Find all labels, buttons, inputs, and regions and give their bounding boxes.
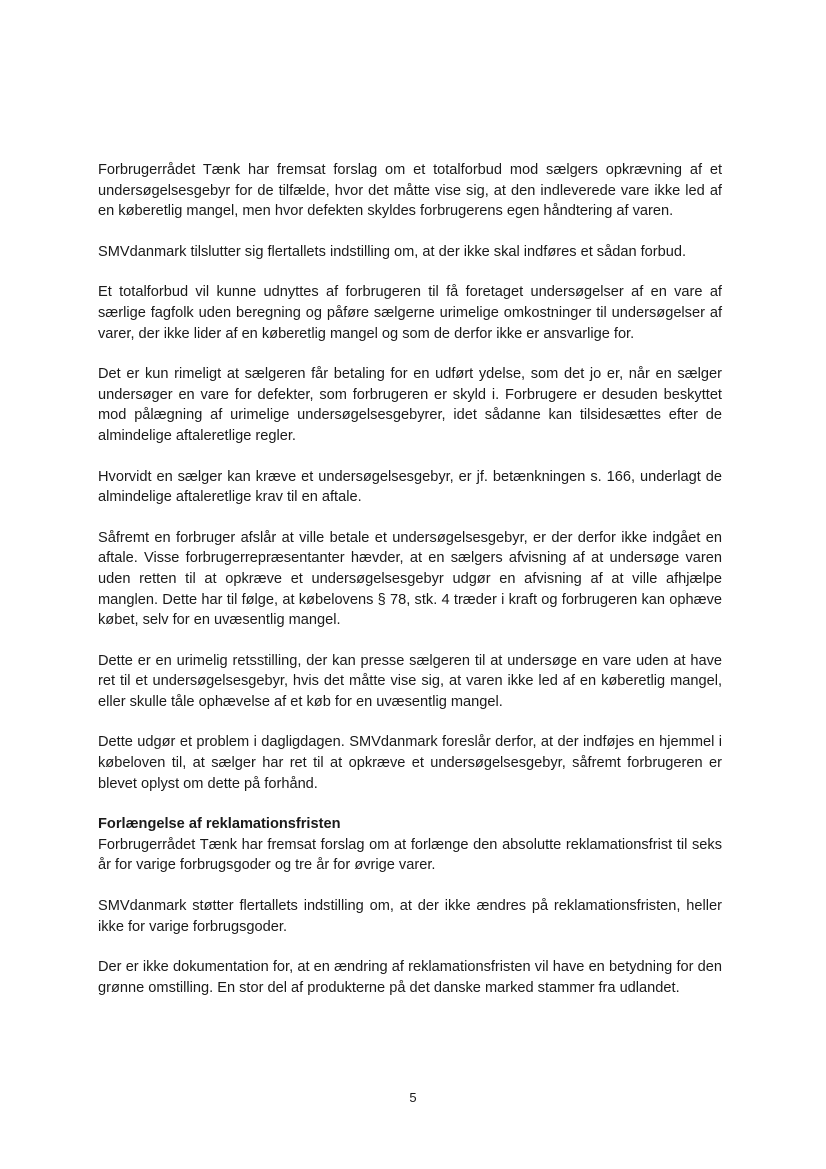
paragraph-hjemmel-forslag: Dette udgør et problem i dagligdagen. SMVdanmark foreslår derfor, at der indføjes en hjemmel i købeloven til, at sælger har ret til at opkræve et undersøgelsesgebyr, såfremt forbrugeren er blevet oplyst om dette på forhånd. bbox=[98, 734, 722, 792]
page-body bbox=[98, 160, 722, 1018]
paragraph-rimelig-betaling: Det er kun rimeligt at sælgeren får betaling for en udført ydelse, som det jo er, når en sælger undersøger en vare for defekter, som forbrugeren er skyld i. Forbrugere er desuden beskyttet mod pålægning af urimelige undersøgelsesgebyrer, idet sådanne kan tilsidesættes efter de almindelige aftaleretlige regler. bbox=[98, 366, 722, 444]
paragraph-undersoegelsesgebyr-forslag: Forbrugerrådet Tænk har fremsat forslag om et totalforbud mod sælgers opkrævning af et undersøgelsesgebyr for de tilfælde, hvor det måtte vise sig, at den indleverede vare ikke led af en køberetlig mangel, men hvor defekten skyldes forbrugerens egen håndtering af varen. bbox=[98, 162, 722, 220]
paragraph-urimelig-retsstilling: Dette er en urimelig retsstilling, der kan presse sælgeren til at undersøge en vare uden at have ret til et undersøgelsesgebyr, hvis det måtte vise sig, at varen ikke led af en køberetlig mangel, eller skulle tåle ophævelse af et køb for en uvæsentlig mangel. bbox=[98, 652, 722, 710]
paragraph-aftaleretlige-krav: Hvorvidt en sælger kan kræve et undersøgelsesgebyr, er jf. betænkningen s. 166, underlagt de almindelige aftaleretlige krav til en aftale. bbox=[98, 468, 722, 506]
paragraph-totalforbud-udnyttelse: Et totalforbud vil kunne udnyttes af forbrugeren til få foretaget undersøgelser af en vare af særlige fagfolk uden beregning og påføre sælgerne urimelige omkostninger til undersøgelser af varer, der ikke lider af en køberetlig mangel og som de derfor ikke er ansvarlige for. bbox=[98, 284, 722, 342]
paragraph-smvdanmark-tilslutning: SMVdanmark tilslutter sig flertallets indstilling om, at der ikke skal indføres et sådan forbud. bbox=[98, 243, 687, 260]
page-number: 5 bbox=[409, 1090, 417, 1105]
section-heading: Forlængelse af reklamationsfristen bbox=[98, 816, 341, 833]
paragraph-smvdanmark-stoette: SMVdanmark støtter flertallets indstilling om, at der ikke ændres på reklamationsfristen, heller ikke for varige forbrugsgoder. bbox=[98, 898, 722, 935]
paragraph-afslag-undersoegelsesgebyr: Såfremt en forbruger afslår at ville betale et undersøgelsesgebyr, er der derfor ikke indgået en aftale. Visse forbrugerrepræsentanter hævder, at en sælgers afvisning af at undersøge varen uden retten til at opkræve et undersøgelsesgebyr udgør en afvisning af at ville afhjælpe manglen. Dette har til følge, at købelovens § 78, stk. 4 træder i kraft og forbrugeren kan ophæve købet, selv for en uvæsentlig mangel. bbox=[98, 529, 722, 629]
paragraph-groen-omstilling: Der er ikke dokumentation for, at en ændring af reklamationsfristen vil have en betydning for den grønne omstilling. En stor del af produkterne på det danske marked stammer fra udlandet. bbox=[98, 959, 722, 996]
paragraph-reklamationsfrist-forslag: Forbrugerrådet Tænk har fremsat forslag om at forlænge den absolutte reklamationsfrist til seks år for varige forbrugsgoder og tre år for øvrige varer. bbox=[98, 836, 722, 874]
